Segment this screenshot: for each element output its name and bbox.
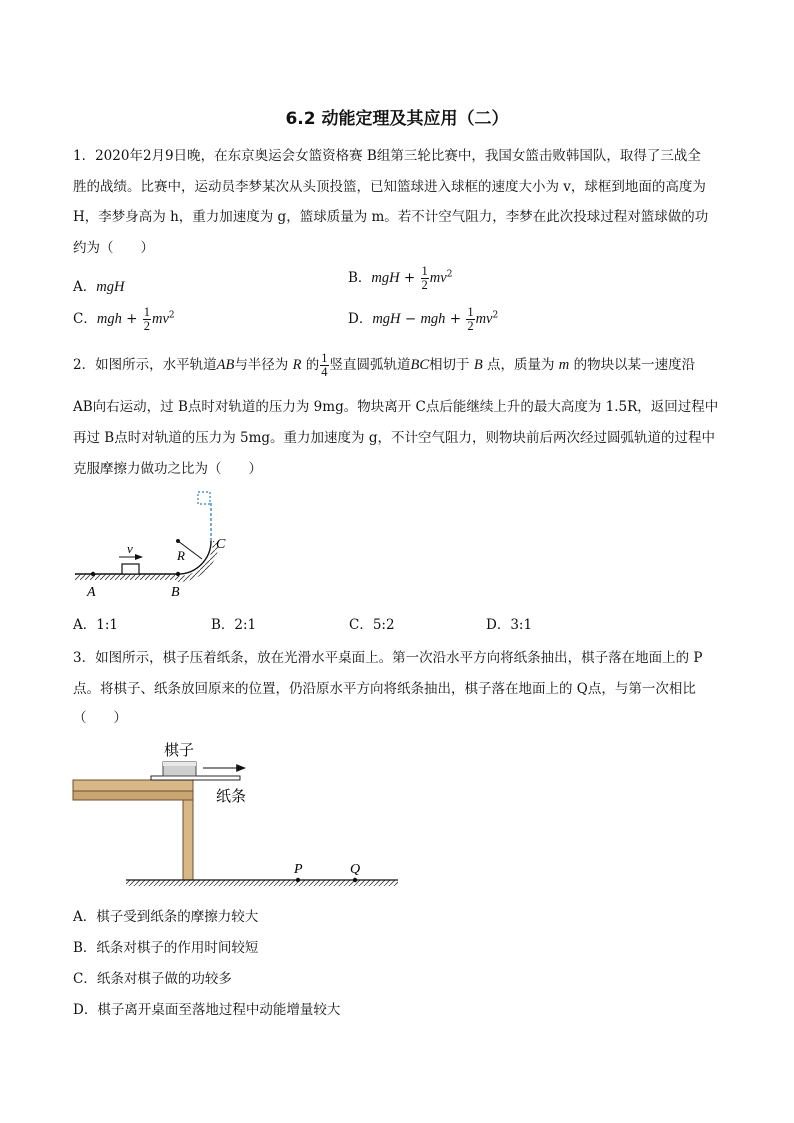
table-apron [73, 791, 193, 800]
q2-option-c: C．5:2 [349, 617, 395, 633]
q1-line-4: 约为（ ） [73, 240, 154, 256]
q2-option-a: A．1:1 [73, 617, 118, 633]
q3-option-d: D．棋子离开桌面至落地过程中动能增量较大 [73, 1002, 341, 1018]
q1-line-1: 1．2020年2月9日晚，在东京奥运会女篮资格赛 B组第三轮比赛中，我国女篮击败韩国队，取得了三战全 [73, 148, 701, 164]
point-c-label: C [216, 537, 226, 552]
q2-line-1: 2．如图所示，水平轨道AB与半径为 R 的 $\frac{1}{4}$ 竖直圆弧轨道BC相切于 B 点，质量为 m 的物块以某一速度沿 [73, 351, 696, 379]
q1-line-3: H，李梦身高为 h，重力加速度为 g，篮球质量为 m。若不计空气阻力，李梦在此次投球过程对篮球做的功 [73, 209, 709, 225]
floor-hatch [126, 880, 398, 886]
page-title: 6.2 动能定理及其应用（二） [285, 109, 509, 129]
q3-option-c: C．纸条对棋子做的功较多 [73, 971, 232, 987]
velocity-label: v [127, 541, 133, 556]
paper-label: 纸条 [216, 787, 247, 805]
q1-option-b: B．mgH + $\frac{1}{2}$ $mv^2$ [348, 264, 453, 292]
point-a-label: A [87, 585, 96, 600]
paper-strip [151, 776, 240, 780]
point-q-label: Q [350, 862, 361, 877]
chess-piece-label: 棋子 [164, 741, 195, 759]
radius-label: R [177, 548, 185, 563]
q2-line-3: 再过 B点时对轨道的压力为 5mg。重力加速度为 g，不计空气阻力，则物块前后两次经过圆弧轨道的过程中 [73, 430, 715, 446]
q2-line-2: AB向右运动，过 B点时对轨道的压力为 9mg。物块离开 C点后能继续上升的最大高度为 1.5R，返回过程中 [73, 399, 719, 415]
q3-option-a: A．棋子受到纸条的摩擦力较大 [73, 909, 259, 925]
q2-option-d: D．3:1 [486, 617, 533, 633]
q2-option-b: B．2:1 [211, 617, 257, 633]
q3-option-b: B．纸条对棋子的作用时间较短 [73, 940, 259, 956]
q1-option-c: C．mgh + $\frac{1}{2}$ $mv^2$ [73, 305, 175, 333]
q1-line-2: 胜的战绩。比赛中，运动员李梦某次从头顶投篮，已知篮球进入球框的速度大小为 v，球框到地面的高度为 [73, 179, 706, 195]
q1-option-a: A．mgH [73, 279, 125, 295]
table-top [73, 780, 193, 791]
point-b-label: B [171, 585, 180, 600]
point-p [296, 878, 300, 882]
q3-line-1: 3．如图所示，棋子压着纸条，放在光滑水平桌面上。第一次沿水平方向将纸条抽出，棋子落在地面上的 P [73, 650, 703, 666]
point-p-label: P [294, 862, 303, 877]
q3-line-3: （ ） [73, 710, 127, 726]
table-leg [183, 800, 193, 880]
q1-option-d: D．mgH − mgh + $\frac{1}{2}$ $mv^2$ [348, 305, 499, 333]
point-q [353, 878, 357, 882]
q3-line-2: 点。将棋子、纸条放回原来的位置，仍沿原水平方向将纸条抽出，棋子落在地面上的 Q点，与第一次相比 [73, 681, 696, 697]
q2-line-4: 克服摩擦力做功之比为（ ） [73, 461, 262, 477]
chess-piece-highlight [163, 762, 196, 766]
